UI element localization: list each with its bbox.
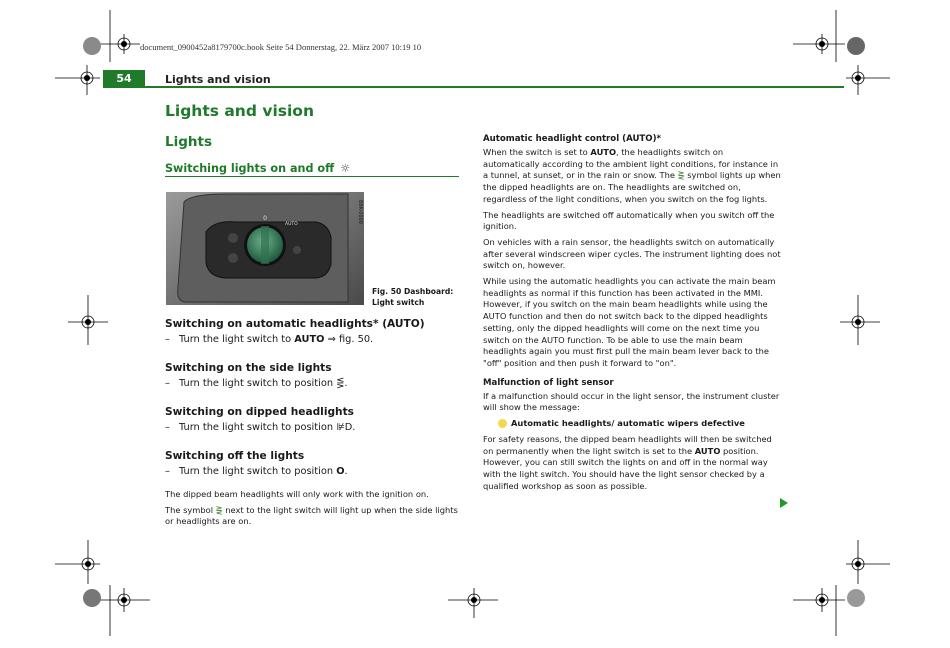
figure-caption-line1: Fig. 50 Dashboard: xyxy=(372,287,454,296)
page-title: Lights and vision xyxy=(165,102,314,120)
warning-text: Automatic headlights/ automatic wipers defective xyxy=(511,418,745,429)
subsection-rule xyxy=(165,176,459,177)
dipped-step-suffix: . xyxy=(352,422,356,433)
note-symbol-prefix: The symbol xyxy=(165,504,214,515)
malfunction-heading: Malfunction of light sensor xyxy=(483,377,614,388)
dipped-headlight-symbol-icon: ⊯D xyxy=(336,422,353,433)
side-step-text: Turn the light switch to position xyxy=(179,378,334,389)
off-step-suffix: . xyxy=(344,466,348,477)
sun-icon: ☼ xyxy=(340,162,351,175)
off-step-bold: O xyxy=(336,466,345,477)
warning-lamp-icon xyxy=(498,419,507,428)
headlight-indicator-icon: ⋛ xyxy=(677,170,685,181)
subsection-title xyxy=(165,162,350,175)
p1-a: When the switch is set to xyxy=(483,147,588,157)
p6-bold: AUTO xyxy=(694,445,721,456)
figure-caption xyxy=(372,287,453,308)
section-title: Lights xyxy=(165,134,212,150)
dipped-step-text: Turn the light switch to position xyxy=(179,422,334,433)
side-lights-symbol-icon: ⋚ xyxy=(336,378,345,389)
side-lights-step: – Turn the light switch to position ⋚. xyxy=(165,378,348,389)
file-info: document_0900452a8179700c.book Seite 54 Donnerstag, 22. März 2007 10:19 10 xyxy=(140,42,422,52)
lights-indicator-icon: ⋛ xyxy=(215,504,223,515)
malfunction-paragraph: If a malfunction should occur in the light sensor, the instrument cluster will show the message: xyxy=(483,390,780,413)
dial-label-zero: 0 xyxy=(263,215,267,222)
subsection-title-text: Switching lights on and off xyxy=(165,162,335,175)
auto-step-text: Turn the light switch to xyxy=(179,334,292,345)
p1-c: symbol lights up when the dipped headlights are on. The headlights are switched on, regardless of the light conditions, when you switch on the fog lights. xyxy=(483,170,781,204)
figure-caption-line2: Light switch xyxy=(372,297,425,307)
auto-paragraph xyxy=(483,147,781,206)
main-beam-paragraph: While using the automatic headlights you can activate the main beam headlights as normal if this function has been activated in the MMI. However, if you switch on the main beam headlights while using the AUTO function and then do not switch back to the dipped headlights setting, only the dipped headlights will come on the next time you switch on the AUTO function. To be able to use the main beam headlights again you must first pull the main beam lever back to the "off" position and then push it forward to "on". xyxy=(483,276,776,368)
p1-b: , the headlights switch on automatically according to the ambient light conditions, for instance in a tunnel, at sunset, or in the rain or snow. The xyxy=(483,147,779,181)
figure-reference-link[interactable]: ⇒ fig. 50. xyxy=(327,334,374,345)
warning-message xyxy=(498,418,781,428)
note-ignition: The dipped beam headlights will only work with the ignition on. xyxy=(165,489,429,499)
note-symbol-suffix: next to the light switch will light up when the side lights or headlights are on. xyxy=(165,504,458,527)
right-column xyxy=(483,134,781,497)
continue-arrow-icon xyxy=(780,498,788,508)
auto-step-bold: AUTO xyxy=(294,334,325,345)
dipped-heading: Switching on dipped headlights xyxy=(165,406,354,418)
off-step-text: Turn the light switch to position xyxy=(179,466,334,477)
ignition-paragraph: The headlights are switched off automatically when you switch off the ignition. xyxy=(483,209,775,232)
dipped-step: – Turn the light switch to position ⊯D. xyxy=(165,422,356,433)
running-title: Lights and vision xyxy=(165,73,271,86)
off-step: – Turn the light switch to position O. xyxy=(165,466,348,477)
left-column xyxy=(165,318,461,532)
side-step-suffix: . xyxy=(344,378,348,389)
rain-sensor-paragraph: On vehicles with a rain sensor, the headlights switch on automatically after several windscreen wiper cycles. The instrument lighting does not switch on, however. xyxy=(483,236,781,271)
p6-b: position. However, you can still switch the lights on and off in the normal way with the light switch. You should have the light sensor checked by a qualified workshop as soon as possible. xyxy=(483,445,768,491)
p6-a: For safety reasons, the dipped beam headlights will then be switched on permanently when the light switch is set to the xyxy=(483,434,772,456)
safety-paragraph xyxy=(483,434,781,493)
figure-code: B8K-0008 xyxy=(357,200,363,224)
light-switch-figure xyxy=(166,192,364,305)
auto-step: – Turn the light switch to AUTO ⇒ fig. 50. xyxy=(165,334,374,345)
page-number: 54 xyxy=(103,70,145,87)
header-rule xyxy=(103,86,844,88)
auto-control-heading: Automatic headlight control (AUTO)* xyxy=(483,134,662,144)
p1-bold: AUTO xyxy=(590,147,617,157)
side-lights-heading: Switching on the side lights xyxy=(165,362,332,374)
dial-label-auto: AUTO xyxy=(285,222,298,227)
off-heading: Switching off the lights xyxy=(165,450,305,462)
note-symbol xyxy=(165,505,461,528)
auto-heading: Switching on automatic headlights* (AUTO) xyxy=(165,318,425,330)
